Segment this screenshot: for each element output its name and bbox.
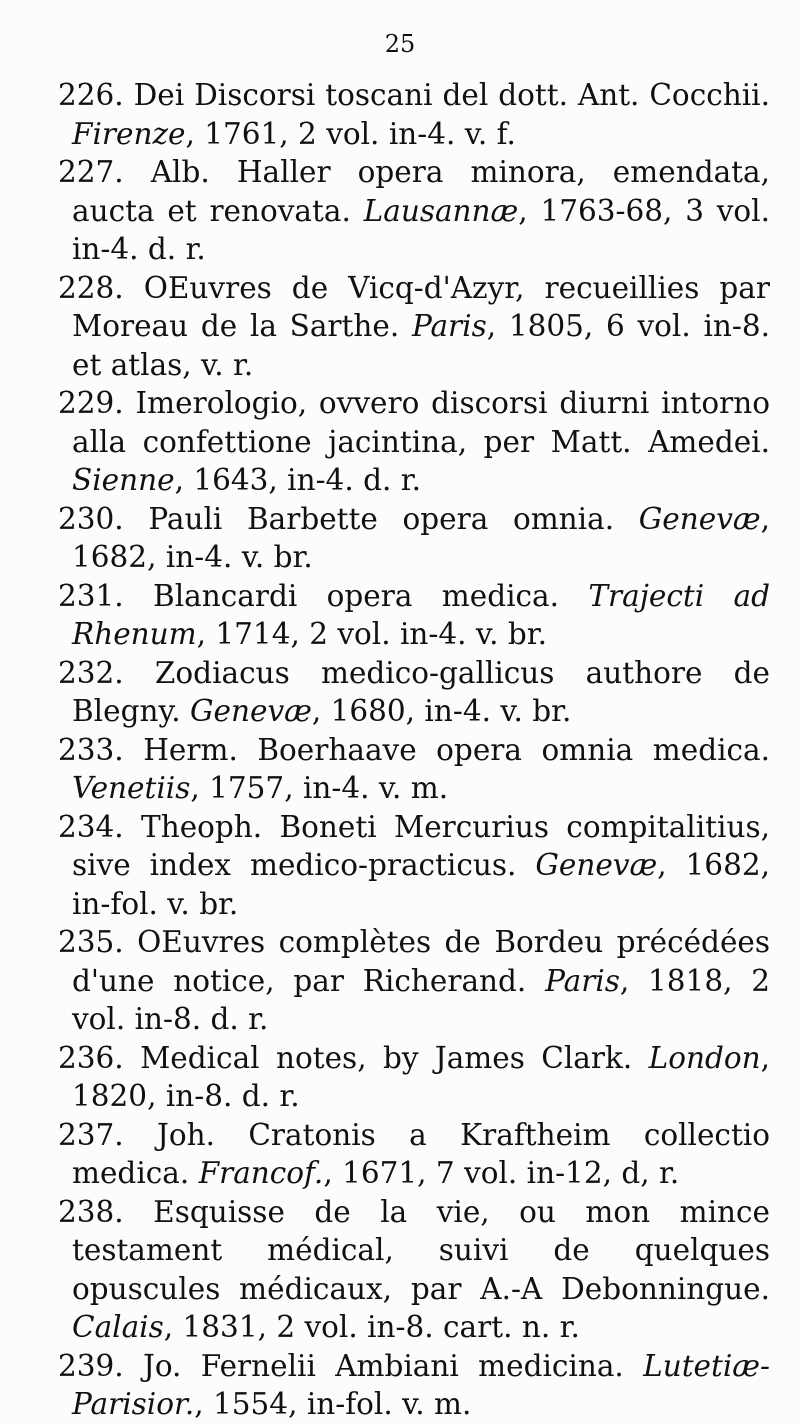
entry-number: 239.: [58, 1348, 124, 1383]
entry-number: 235.: [58, 925, 124, 959]
entry-place: Calais: [72, 1310, 164, 1344]
catalog-entry: [30, 384, 770, 500]
entry-number: 226.: [58, 78, 124, 112]
entry-text: Dei Discorsi toscani del dott. Ant. Cocchii.: [123, 78, 770, 112]
entry-number: 232.: [58, 655, 124, 690]
entry-place: Paris: [411, 309, 487, 343]
entry-details: , 1757, in-4. v. m.: [190, 771, 449, 805]
catalog-entry: [30, 731, 770, 808]
entry-place: Genevæ: [535, 848, 658, 882]
entry-details: , 1680, in-4. v. br.: [311, 694, 572, 728]
entry-number: 234.: [58, 809, 124, 844]
page-number: 25: [384, 30, 416, 58]
entry-place: Sienne: [72, 463, 175, 497]
entry-number: 230.: [58, 501, 124, 536]
entry-text: Zodiacus medico-gallicus authore de Blegny.: [72, 655, 770, 728]
entry-details: , 1763-68, 3 vol. in-4. d. r.: [72, 193, 770, 266]
catalog-entry: [30, 1116, 770, 1193]
entry-number: 233.: [58, 732, 124, 767]
entry-text: OEuvres complètes de Bordeu précédées d'une notice, par Richerand.: [72, 925, 770, 998]
entry-details: , 1714, 2 vol. in-4. v. br.: [196, 617, 547, 651]
catalog-entry: [30, 654, 770, 731]
entry-details: , 1805, 6 vol. in-8. et atlas, v. r.: [72, 309, 770, 382]
catalog-entry: [30, 500, 770, 577]
entry-place: Genevæ: [189, 694, 312, 728]
entry-place: Venetiis: [72, 771, 191, 805]
entry-place: London: [648, 1040, 761, 1075]
catalog-entry: [30, 76, 770, 153]
entry-text: Theoph. Boneti Mercurius compitalitius, sive index medico-practicus.: [72, 809, 770, 882]
entry-text: Joh. Cratonis a Kraftheim collectio medica.: [72, 1117, 770, 1190]
entry-details: , 1554, in-fol. v. m.: [194, 1387, 472, 1421]
catalog-entry: [30, 808, 770, 924]
entry-details: , 1682, in-4. v. br.: [72, 501, 770, 574]
catalog-entry: [30, 269, 770, 385]
entry-number: 227.: [58, 155, 124, 189]
entry-place: Lutetiæ-Parisior.: [72, 1348, 770, 1421]
entry-text: Jo. Fernelii Ambiani medicina.: [123, 1348, 644, 1383]
entry-details: , 1643, in-4. d. r.: [174, 463, 421, 497]
entry-details: , 1761, 2 vol. in-4. v. f.: [185, 116, 516, 151]
entry-place: Genevæ: [638, 501, 761, 536]
catalog-entry: [30, 1039, 770, 1116]
entry-place: Lausannæ: [363, 193, 519, 228]
catalog-entry: [30, 153, 770, 269]
entry-text: Esquisse de la vie, ou mon mince testament médical, suivi de quelques opuscules médicaux, par A.-A Debonningue.: [72, 1194, 770, 1306]
entry-place: Trajecti ad Rhenum: [72, 578, 770, 651]
catalog-entries: [30, 76, 770, 1424]
entry-details: , 1831, 2 vol. in-8. cart. n. r.: [163, 1310, 580, 1344]
entry-text: Alb. Haller opera minora, emendata, aucta et renovata.: [72, 155, 770, 228]
entry-text: Medical notes, by James Clark.: [123, 1040, 649, 1075]
entry-place: Firenze: [72, 116, 186, 151]
entry-text: Imerologio, ovvero discorsi diurni intorno alla confettione jacintina, per Matt. Amedei.: [72, 386, 770, 459]
entry-text: OEuvres de Vicq-d'Azyr, recueillies par Moreau de la Sarthe.: [72, 270, 770, 343]
entry-text: Herm. Boerhaave opera omnia medica.: [123, 732, 770, 767]
catalog-entry: [30, 1193, 770, 1347]
entry-place: Francof.: [198, 1156, 324, 1190]
entry-number: 231.: [58, 578, 124, 613]
catalog-entry: [30, 577, 770, 654]
entry-number: 229.: [58, 386, 124, 420]
catalog-entry: [30, 1347, 770, 1424]
entry-details: , 1820, in-8. d. r.: [72, 1040, 770, 1113]
entry-place: Paris: [545, 963, 620, 998]
entry-details: , 1671, 7 vol. in-12, d, r.: [323, 1156, 680, 1190]
entry-text: Pauli Barbette opera omnia.: [123, 501, 639, 536]
entry-details: , 1682, in-fol. v. br.: [72, 848, 770, 921]
entry-text: Blancardi opera medica.: [123, 578, 589, 613]
entry-number: 228.: [58, 270, 124, 305]
entry-number: 238.: [58, 1194, 124, 1229]
entry-number: 237.: [58, 1117, 124, 1152]
catalog-entry: [30, 923, 770, 1039]
entry-details: , 1818, 2 vol. in-8. d. r.: [72, 963, 771, 1036]
entry-number: 236.: [58, 1040, 124, 1075]
